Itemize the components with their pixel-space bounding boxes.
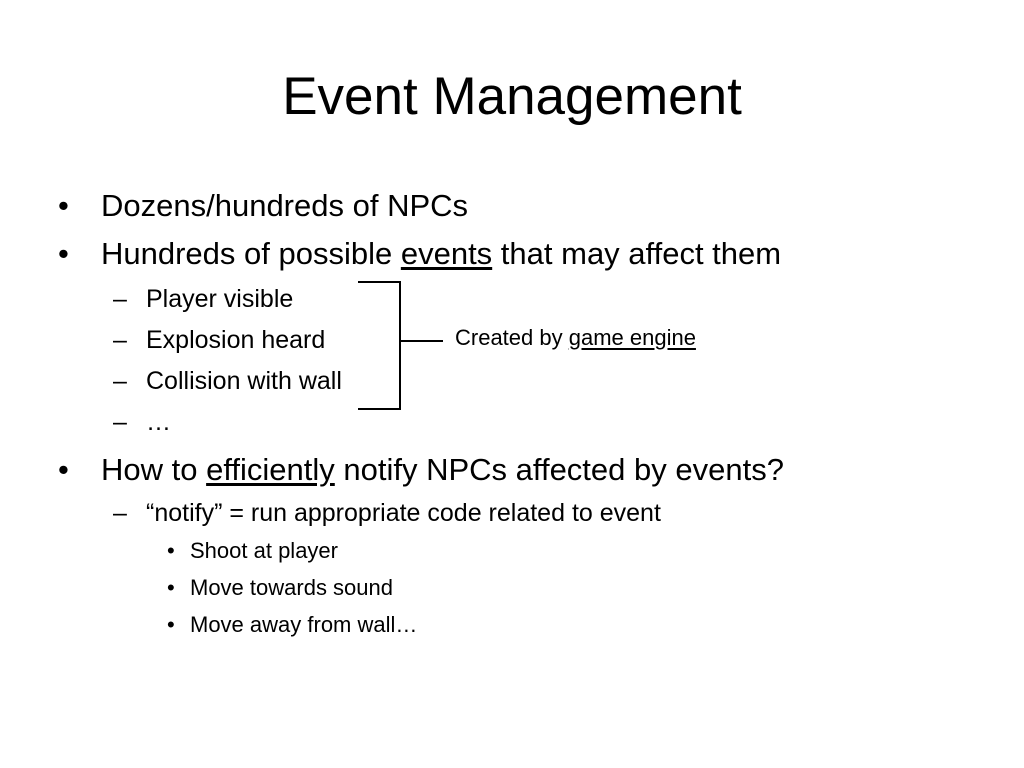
sub-bullet-marker: – bbox=[113, 367, 127, 395]
bullet-text-part: How to bbox=[101, 452, 207, 487]
bullet-text-npcs: Dozens/hundreds of NPCs bbox=[101, 188, 469, 223]
sub-bullet-marker: – bbox=[113, 408, 127, 436]
sub-sub-bullet-move-away-from-wall: Move away from wall… bbox=[190, 612, 418, 637]
bullet-text-part: that may affect them bbox=[492, 236, 782, 271]
sub-bullet-marker: – bbox=[113, 285, 127, 313]
sub-sub-bullet-marker: • bbox=[167, 612, 175, 637]
sub-bullet-notify-definition: “notify” = run appropriate code related to event bbox=[146, 499, 661, 527]
bullet-marker: • bbox=[58, 188, 69, 223]
sub-bullet-collision-with-wall: Collision with wall bbox=[146, 367, 342, 395]
sub-sub-bullet-marker: • bbox=[167, 538, 175, 563]
bracket-shape bbox=[358, 282, 400, 409]
emphasized-word-efficiently: efficiently bbox=[206, 452, 335, 487]
callout-emphasized-game-engine: game engine bbox=[568, 325, 696, 350]
callout-created-by bbox=[455, 323, 696, 353]
sub-bullet-ellipsis: … bbox=[146, 408, 171, 436]
slide-title: Event Management bbox=[282, 67, 742, 126]
sub-sub-bullet-move-towards-sound: Move towards sound bbox=[190, 575, 393, 600]
bullet-text-notify bbox=[101, 450, 784, 490]
callout-text: Created by bbox=[455, 325, 569, 350]
sub-sub-bullet-shoot-at-player: Shoot at player bbox=[190, 538, 338, 563]
sub-bullet-explosion-heard: Explosion heard bbox=[146, 326, 326, 354]
sub-bullet-marker: – bbox=[113, 499, 127, 527]
sub-bullet-player-visible: Player visible bbox=[146, 285, 294, 313]
sub-bullet-marker: – bbox=[113, 326, 127, 354]
bullet-marker: • bbox=[58, 236, 69, 271]
bullet-text-part: notify NPCs affected by events? bbox=[334, 452, 784, 487]
sub-sub-bullet-marker: • bbox=[167, 575, 175, 600]
bullet-text-part: Hundreds of possible bbox=[101, 236, 401, 271]
emphasized-word-events: events bbox=[400, 236, 493, 271]
bullet-marker: • bbox=[58, 452, 69, 487]
